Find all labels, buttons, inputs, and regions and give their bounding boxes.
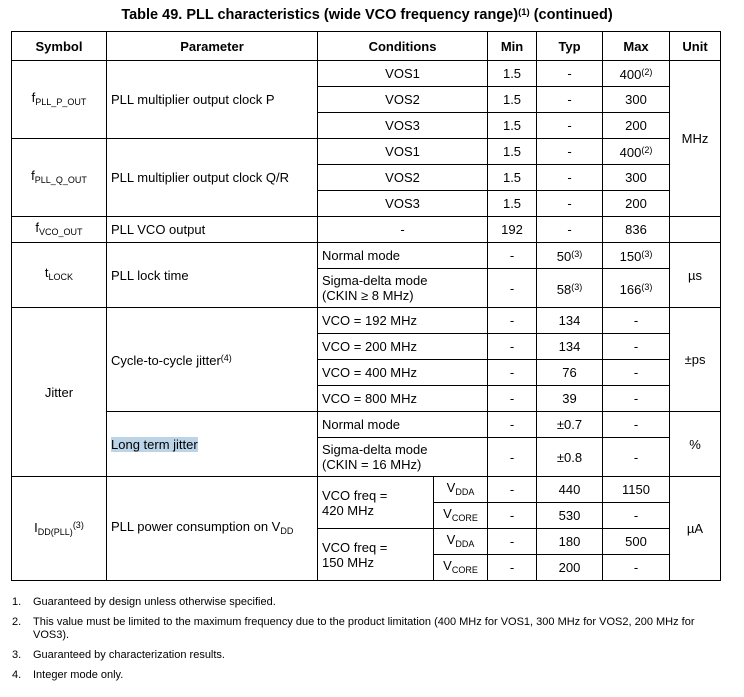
typ-cell: 200 xyxy=(537,555,603,581)
parameter-cell: PLL power consumption on $V_{DD}$ xyxy=(107,477,318,581)
min-cell: - xyxy=(488,503,537,529)
max-cell: 166$^{(3)}$ xyxy=(603,269,670,308)
max-cell: 300 xyxy=(603,87,670,113)
min-cell: - xyxy=(488,360,537,386)
parameter-cell: PLL multiplier output clock P xyxy=(107,61,318,139)
min-cell: - xyxy=(488,438,537,477)
table-row xyxy=(12,477,721,503)
unit-cell: µA xyxy=(670,477,721,581)
condition-cell: VOS3 xyxy=(318,191,488,217)
condition-cell: VOS2 xyxy=(318,87,488,113)
typ-cell: 134 xyxy=(537,308,603,334)
header-parameter: Parameter xyxy=(107,32,318,61)
max-cell: - xyxy=(603,555,670,581)
min-cell: 1.5 xyxy=(488,139,537,165)
condition-cell: VCO freq = 150 MHz xyxy=(318,529,434,581)
header-conditions: Conditions xyxy=(318,32,488,61)
typ-cell: 76 xyxy=(537,360,603,386)
symbol-cell: $t_{LOCK}$ xyxy=(12,243,107,308)
typ-cell: - xyxy=(537,87,603,113)
max-cell: 150$^{(3)}$ xyxy=(603,243,670,269)
typ-cell: 180 xyxy=(537,529,603,555)
table-row xyxy=(12,217,721,243)
condition-cell: Sigma-delta mode (CKIN = 16 MHz) xyxy=(318,438,488,477)
table-row xyxy=(12,243,721,269)
min-cell: - xyxy=(488,308,537,334)
max-cell: 200 xyxy=(603,113,670,139)
min-cell: 192 xyxy=(488,217,537,243)
typ-cell: - xyxy=(537,191,603,217)
pll-characteristics-table xyxy=(11,31,721,581)
header-unit: Unit xyxy=(670,32,721,61)
min-cell: - xyxy=(488,477,537,503)
table-row xyxy=(12,308,721,334)
typ-cell: ±0.7 xyxy=(537,412,603,438)
table-title: Table 49. PLL characteristics (wide VCO frequency range)$^{(1)}$ (continued) xyxy=(121,7,613,23)
header-min: Min xyxy=(488,32,537,61)
max-cell: - xyxy=(603,438,670,477)
symbol-cell: $f_{PLL\_P\_OUT}$ xyxy=(12,61,107,139)
max-cell: - xyxy=(603,308,670,334)
condition-cell: Normal mode xyxy=(318,243,488,269)
table-row xyxy=(12,139,721,165)
condition-cell: - xyxy=(318,217,488,243)
footnotes xyxy=(12,596,712,689)
min-cell: 1.5 xyxy=(488,87,537,113)
typ-cell: - xyxy=(537,217,603,243)
typ-cell: 50$^{(3)}$ xyxy=(537,243,603,269)
symbol-cell: $f_{PLL\_Q\_OUT}$ xyxy=(12,139,107,217)
typ-cell: 58$^{(3)}$ xyxy=(537,269,603,308)
min-cell: - xyxy=(488,412,537,438)
min-cell: - xyxy=(488,386,537,412)
max-cell: 400$^{(2)}$ xyxy=(603,139,670,165)
condition-cell: VCO = 192 MHz xyxy=(318,308,488,334)
parameter-cell: PLL lock time xyxy=(107,243,318,308)
parameter-cell: Cycle-to-cycle jitter$^{(4)}$ xyxy=(107,308,318,412)
max-cell: - xyxy=(603,334,670,360)
table-row xyxy=(12,61,721,87)
min-cell: - xyxy=(488,269,537,308)
typ-cell: 134 xyxy=(537,334,603,360)
typ-cell: 440 xyxy=(537,477,603,503)
max-cell: 300 xyxy=(603,165,670,191)
parameter-cell: PLL multiplier output clock Q/R xyxy=(107,139,318,217)
footnote: 4. Integer mode only. xyxy=(12,669,124,681)
header-row xyxy=(12,32,721,61)
parameter-cell: PLL VCO output xyxy=(107,217,318,243)
max-cell: 200 xyxy=(603,191,670,217)
condition-cell: VCO = 400 MHz xyxy=(318,360,488,386)
condition-cell: VOS2 xyxy=(318,165,488,191)
header-max: Max xyxy=(603,32,670,61)
typ-cell: ±0.8 xyxy=(537,438,603,477)
supply-cell: $V_{CORE}$ xyxy=(434,503,488,529)
symbol-cell: Jitter xyxy=(12,308,107,477)
footnote: 1. Guaranteed by design unless otherwise specified. xyxy=(12,596,276,608)
min-cell: 1.5 xyxy=(488,61,537,87)
condition-cell: Sigma-delta mode (CKIN ≥ 8 MHz) xyxy=(318,269,488,308)
unit-cell: % xyxy=(670,412,721,477)
condition-cell: VOS1 xyxy=(318,139,488,165)
condition-cell: VOS3 xyxy=(318,113,488,139)
min-cell: 1.5 xyxy=(488,191,537,217)
highlighted-text: Long term jitter xyxy=(111,436,198,452)
unit-cell: ±ps xyxy=(670,308,721,412)
max-cell: 836 xyxy=(603,217,670,243)
typ-cell: 530 xyxy=(537,503,603,529)
header-symbol: Symbol xyxy=(12,32,107,61)
typ-cell: - xyxy=(537,113,603,139)
unit-cell: µs xyxy=(670,243,721,308)
symbol-cell: $f_{VCO\_OUT}$ xyxy=(12,217,107,243)
footnote: 3. Guaranteed by characterization results. xyxy=(12,649,225,661)
typ-cell: 39 xyxy=(537,386,603,412)
typ-cell: - xyxy=(537,139,603,165)
min-cell: 1.5 xyxy=(488,165,537,191)
symbol-cell: $I_{DD(PLL)}^{(3)}$ xyxy=(12,477,107,581)
min-cell: - xyxy=(488,243,537,269)
header-typ: Typ xyxy=(537,32,603,61)
unit-cell: MHz xyxy=(670,61,721,217)
supply-cell: $V_{DDA}$ xyxy=(434,529,488,555)
supply-cell: $V_{DDA}$ xyxy=(434,477,488,503)
min-cell: - xyxy=(488,529,537,555)
min-cell: - xyxy=(488,334,537,360)
max-cell: - xyxy=(603,503,670,529)
max-cell: - xyxy=(603,386,670,412)
supply-cell: $V_{CORE}$ xyxy=(434,555,488,581)
max-cell: - xyxy=(603,412,670,438)
parameter-cell xyxy=(107,412,318,477)
condition-cell: VCO freq = 420 MHz xyxy=(318,477,434,529)
max-cell: 400$^{(2)}$ xyxy=(603,61,670,87)
condition-cell: VCO = 800 MHz xyxy=(318,386,488,412)
table-row xyxy=(12,412,721,438)
condition-cell: VCO = 200 MHz xyxy=(318,334,488,360)
footnote: 2. This value must be limited to the maximum frequency due to the product limitation (400 MHz for VOS1, 300 MHz for VOS2, 200 MHz for VOS3). xyxy=(12,616,695,641)
condition-cell: Normal mode xyxy=(318,412,488,438)
max-cell: 1150 xyxy=(603,477,670,503)
condition-cell: VOS1 xyxy=(318,61,488,87)
typ-cell: - xyxy=(537,61,603,87)
max-cell: 500 xyxy=(603,529,670,555)
min-cell: 1.5 xyxy=(488,113,537,139)
typ-cell: - xyxy=(537,165,603,191)
min-cell: - xyxy=(488,555,537,581)
max-cell: - xyxy=(603,360,670,386)
unit-cell xyxy=(670,217,721,243)
